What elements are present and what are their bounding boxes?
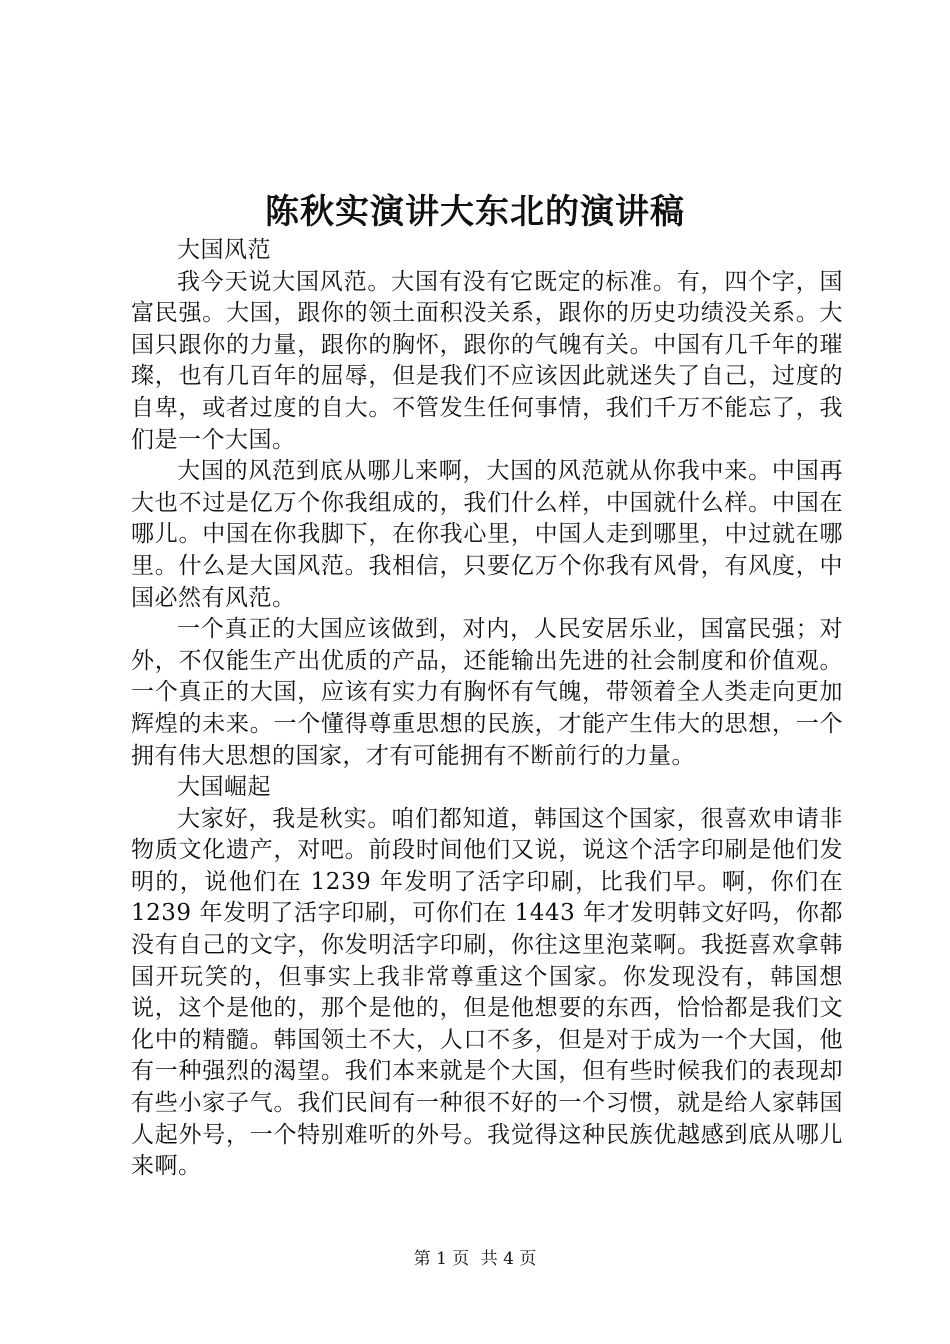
page-footer [0,1244,950,1269]
document-body [131,235,843,1183]
paragraph-4: 大家好，我是秋实。咱们都知道，韩国这个国家，很喜欢申请非物质文化遗产，对吧。前段时间他们又说，说这个活字印刷是他们发明的，说他们在 1239 年发明了活字印刷，比我们早。啊，你们在 1239 年发明了活字印刷，可你们在 1443 年才发明韩文好吗，你都没有自己的文字，你发明活字印刷，你往这里泡菜啊。我挺喜欢拿韩国开玩笑的，但事实上我非常尊重这个国家。你发现没有，韩国想说，这个是他的，那个是他的，但是他想要的东西，恰恰都是我们文化中的精髓。韩国领土不大，人口不多，但是对于成为一个大国，他有一种强烈的渴望。我们本来就是个大国，但有些时候我们的表现却有些小家子气。我们民间有一种很不好的一个习惯，就是给人家韩国人起外号，一个特别难听的外号。我觉得这种民族优越感到底从哪儿来啊。 [131,805,843,1180]
section-heading-2: 大国崛起 [177,774,271,801]
page-total: 共 4 页 [480,1249,537,1269]
paragraph-1: 我今天说大国风范。大国有没有它既定的标准。有，四个字，国富民强。大国，跟你的领土面积没关系，跟你的历史功绩没关系。大国只跟你的力量，跟你的胸怀，跟你的气魄有关。中国有几千年的璀璨，也有几百年的屈辱，但是我们不应该因此就迷失了自己，过度的自卑，或者过度的自大。不管发生任何事情，我们千万不能忘了，我们是一个大国。 [131,268,843,453]
paragraph-2: 大国的风范到底从哪儿来啊，大国的风范就从你我中来。中国再大也不过是亿万个你我组成的，我们什么样，中国就什么样。中国在哪儿。中国在你我脚下，在你我心里，中国人走到哪里，中过就在哪里。什么是大国风范。我相信，只要亿万个你我有风骨，有风度，中国必然有风范。 [131,458,843,611]
section-heading-1: 大国风范 [177,237,271,263]
paragraph-3: 一个真正的大国应该做到，对内，人民安居乐业，国富民强；对外，不仅能生产出优质的产品，还能输出先进的社会制度和价值观。一个真正的大国，应该有实力有胸怀有气魄，带领着全人类走向更加辉煌的未来。一个懂得尊重思想的民族，才能产生伟大的思想，一个拥有伟大思想的国家，才有可能拥有不断前行的力量。 [131,616,843,769]
page-number: 第 1 页 [413,1249,470,1269]
document-title: 陈秋实演讲大东北的演讲稿 [265,192,685,232]
